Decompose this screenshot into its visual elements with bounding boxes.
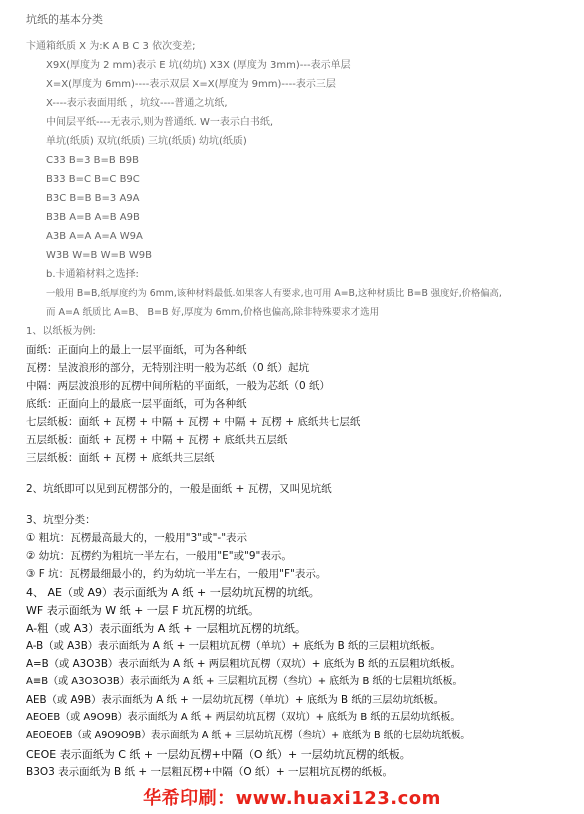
section-heading: 1、以纸板为例: (26, 326, 96, 337)
text-line: X----表示表面用纸 ，坑纹----普通之坑纸, (46, 98, 228, 109)
doc-title: 坑纸的基本分类 (26, 13, 103, 26)
text-line: ② 幼坑：瓦楞约为粗坑一半左右，一般用"E"或"9"表示。 (26, 550, 292, 562)
text-line: AEOEB（或 A9O9B）表示面纸为 A 纸 + 两层幼坑瓦楞（双坑）+ 底纸为 B 纸的五层幼坑纸板。 (26, 712, 461, 723)
text-line: A3B A=A A=A W9A (46, 231, 143, 242)
text-line: 一般用 B=B,纸厚度约为 6mm,该种材料最低.如果客人有要求,也可用 A=B,这种材质比 B=B 强度好,价格偏高, (46, 288, 502, 299)
text-line: 七层纸板：面纸 + 瓦楞 + 中隔 + 瓦楞 + 中隔 + 瓦楞 + 底纸共七层纸 (26, 416, 361, 428)
text-line: X9X(厚度为 2 mm)表示 E 坑(幼坑) X3X (厚度为 3mm)---表示单层 (46, 60, 351, 71)
text-line: b.卡通箱材料之选择: (46, 269, 139, 280)
text-line: 卞通箱纸质 X 为:K A B C 3 依次变差; (26, 41, 196, 52)
text-line: ③ F 坑：瓦楞最细最小的，约为幼坑一半左右，一般用"F"表示。 (26, 568, 327, 580)
section-heading: 2、坑纸即可以见到瓦楞部分的，一般是面纸 + 瓦楞，又叫见坑纸 (26, 483, 332, 495)
text-line: 4、 AE（或 A9）表示面纸为 A 纸 + 一层幼坑瓦楞的坑纸。 (26, 586, 320, 599)
text-line: 面纸：正面向上的最上一层平面纸，可为各种纸 (26, 344, 247, 356)
section-heading: 3、坑型分类： (26, 514, 96, 526)
text-line: 三层纸板：面纸 + 瓦楞 + 底纸共三层纸 (26, 452, 215, 464)
text-line: WF 表示面纸为 W 纸 + 一层 F 坑瓦楞的坑纸。 (26, 604, 260, 617)
text-line: 中隔：两层波浪形的瓦楞中间所粘的平面纸，一般为芯纸（0 纸） (26, 380, 331, 392)
text-line: A=B（或 A3O3B）表示面纸为 A 纸 + 两层粗坑瓦楞（双坑）+ 底纸为 B 纸的五层粗坑纸板。 (26, 658, 461, 670)
text-line: W3B W=B W=B W9B (46, 250, 153, 261)
text-line: B3C B=B B=3 A9A (46, 193, 140, 204)
text-line: B3B A=B A=B A9B (46, 212, 140, 223)
text-line: 而 A=A 纸质比 A=B、 B=B 好,厚度为 6mm,价格也偏高,除非特殊要求才选用 (46, 307, 380, 318)
text-line: B3O3 表示面纸为 B 纸 + 一层粗瓦楞+中隔（O 纸）+ 一层粗坑瓦楞的纸板。 (26, 766, 394, 778)
text-line: CEOE 表示面纸为 C 纸 + 一层幼瓦楞+中隔（O 纸）+ 一层幼坑瓦楞的纸板。 (26, 748, 411, 761)
text-line: 瓦楞：呈波浪形的部分，无特别注明一般为芯纸（0 纸）起坑 (26, 362, 310, 374)
text-line: A-粗（或 A3）表示面纸为 A 纸 + 一层粗坑瓦楞的坑纸。 (26, 622, 306, 635)
text-line: A≡B（或 A3O3O3B）表示面纸为 A 纸 + 三层粗坑瓦楞（叁坑）+ 底纸为 B 纸的七层粗坑纸板。 (26, 676, 463, 687)
text-line: 五层纸板：面纸 + 瓦楞 + 中隔 + 瓦楞 + 底纸共五层纸 (26, 434, 288, 446)
text-line: AEOEOEB（或 A9O9O9B）表示面纸为 A 纸 + 三层幼坑瓦楞（叁坑）+ 底纸为 B 纸的七层幼坑纸板。 (26, 730, 471, 741)
text-line: ① 粗坑：瓦楞最高最大的，一般用"3"或"-"表示 (26, 532, 248, 544)
footer-watermark: 华希印刷：www.huaxi123.com (143, 788, 441, 809)
text-line: X=X(厚度为 6mm)----表示双层 X=X(厚度为 9mm)----表示三层 (46, 79, 336, 90)
text-line: AEB（或 A9B）表示面纸为 A 纸 + 一层幼坑瓦楞（单坑）+ 底纸为 B 纸的三层幼坑纸板。 (26, 694, 445, 706)
text-line: 中间层平纸----无表示,则为普通纸. W一表示白书纸, (46, 117, 274, 128)
text-line: 底纸：正面向上的最底一层平面纸，可为各种纸 (26, 398, 247, 410)
text-line: A-B（或 A3B）表示面纸为 A 纸 + 一层粗坑瓦楞（单坑）+ 底纸为 B 纸的三层粗坑纸板。 (26, 640, 441, 652)
text-line: 单坑(纸质) 双坑(纸质) 三坑(纸质) 幼坑(纸质) (46, 136, 247, 147)
text-line: C33 B=3 B=B B9B (46, 155, 140, 166)
text-line: B33 B=C B=C B9C (46, 174, 140, 185)
